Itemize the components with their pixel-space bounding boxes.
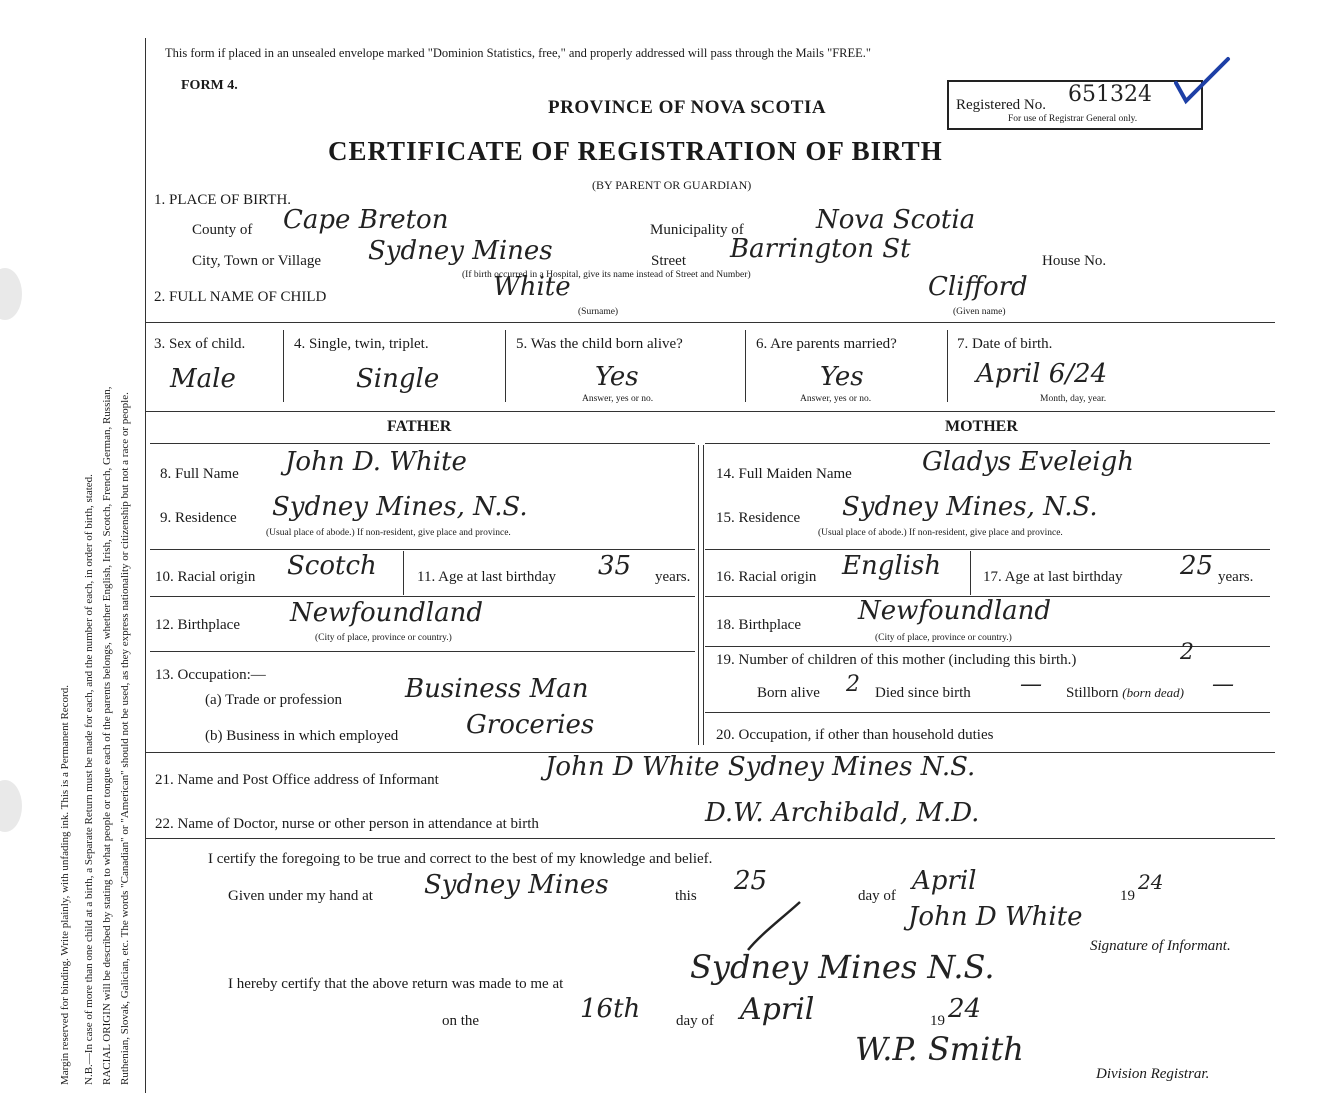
margin-rule [145,38,146,1093]
born-alive-count-label: Born alive [757,685,820,701]
father-business-value: Groceries [466,710,595,740]
rule-under-mother-heading [705,443,1270,444]
mother-racial-value: English [842,551,942,581]
margin-line-4: Ruthenian, Slovak, Galician, etc. The words "Canadian" or "American" should not be used, as they express nationality or citizenship but not a race or people. [119,392,131,1085]
mother-name-label: 14. Full Maiden Name [716,466,852,482]
informant-signature: John D White [908,902,1083,932]
given-place-value: Sydney Mines [424,870,609,900]
mother-children-label: 19. Number of children of this mother (including this birth.) [716,652,1077,668]
father-birthplace-label: 12. Birthplace [155,617,240,633]
father-residence-label: 9. Residence [160,510,237,526]
divider [947,330,948,402]
mother-birthplace-value: Newfoundland [858,596,1052,626]
registrar-statement: I hereby certify that the above return was made to me at [228,976,564,992]
on-the-label: on the [442,1013,480,1029]
registrar-place-value: Sydney Mines N.S. [690,948,995,986]
mother-name-value: Gladys Eveleigh [922,447,1134,477]
father-residence-value: Sydney Mines, N.S. [272,492,528,522]
registrar-day-value: 16th [580,994,641,1024]
binding-hole-bottom [0,780,22,832]
mother-racial-label: 16. Racial origin [716,569,817,585]
given-month-value: April [912,866,977,896]
form-number: FORM 4. [181,78,238,93]
mother-birthplace-label: 18. Birthplace [716,617,801,633]
rule-above-child-row [145,322,1275,323]
postal-note: This form if placed in an unsealed envelope marked "Dominion Statistics, free," and properly addressed will pass through the Mails "FREE." [165,46,872,60]
municipality-value: Nova Scotia [816,205,976,235]
given-day-value: 25 [734,866,768,896]
father-racial-value: Scotch [287,551,377,581]
rule [705,549,1270,550]
father-years-label: years. [655,569,691,585]
place-of-birth-heading: 1. PLACE OF BIRTH. [154,192,292,208]
mother-residence-value: Sydney Mines, N.S. [842,492,1098,522]
city-value: Sydney Mines [368,236,553,266]
stillborn-note: (born dead) [1122,685,1185,700]
father-birthplace-value: Newfoundland [290,598,484,628]
sex-value: Male [170,364,236,394]
registrar-day-of-label: day of [676,1013,714,1029]
street-label: Street [651,253,686,269]
margin-line-3: RACIAL ORIGIN will be described by stating to what people or tongue each of the parents belongs, whether English, Irish, Scotch, French, German, Russian, [101,386,113,1085]
died-label: Died since birth [875,685,971,701]
child-name-label: 2. FULL NAME OF CHILD [154,289,327,305]
certificate-title: CERTIFICATE OF REGISTRATION OF BIRTH [328,136,943,166]
registered-number: 651324 [1068,82,1152,107]
surname-caption: (Surname) [578,307,619,317]
day-of-label: day of [858,888,896,904]
signature-stroke [740,900,810,955]
street-value: Barrington St [730,234,911,264]
father-birthplace-caption: (City of place, province or country.) [315,633,452,643]
father-trade-label: (a) Trade or profession [205,692,343,708]
father-trade-value: Business Man [405,674,589,704]
father-business-label: (b) Business in which employed [205,728,399,744]
born-alive-value: Yes [595,362,639,392]
parents-married-caption: Answer, yes or no. [800,394,872,404]
given-year-value: 24 [1138,870,1164,894]
father-name-label: 8. Full Name [160,466,239,482]
father-age-value: 35 [598,551,632,581]
stillborn-label [1066,685,1184,702]
divider [970,551,971,595]
sex-label: 3. Sex of child. [154,336,246,352]
born-alive-count-value: 2 [846,672,860,697]
margin-line-2: N.B.—In case of more than one child at a birth, a Separate Return must be made for each, and the number of each, in order of birth, stated. [83,474,95,1085]
mother-age-value: 25 [1180,551,1214,581]
stillborn-word: Stillborn [1066,685,1119,701]
child-surname: White [493,272,571,302]
mother-occupation-label: 20. Occupation, if other than household duties [716,727,994,743]
father-residence-caption: (Usual place of abode.) If non-resident, give place and province. [266,528,511,538]
date-of-birth-caption: Month, day, year. [1040,394,1107,404]
certificate-subtitle: (BY PARENT OR GUARDIAN) [592,178,752,192]
father-heading: FATHER [387,418,452,435]
father-racial-label: 10. Racial origin [155,569,256,585]
father-age-label: 11. Age at last birthday [417,569,556,585]
mother-age-label: 17. Age at last birthday [983,569,1123,585]
mother-heading: MOTHER [945,418,1018,435]
born-alive-label: 5. Was the child born alive? [516,336,683,352]
parents-center-divider-2 [703,445,704,745]
date-of-birth-value: April 6/24 [976,359,1108,389]
plurality-label: 4. Single, twin, triplet. [294,336,429,352]
rule [705,712,1270,713]
mother-birthplace-caption: (City of place, province or country.) [875,633,1012,643]
registrar-month-value: April [740,992,815,1027]
province-title: PROVINCE OF NOVA SCOTIA [548,97,827,118]
margin-line-1: Margin reserved for binding. Write plainly, with unfading ink. This is a Permanent Record. [59,685,71,1085]
mother-residence-caption: (Usual place of abode.) If non-resident, give place and province. [818,528,1063,538]
mother-children-value: 2 [1180,640,1194,665]
father-name-value: John D. White [285,447,467,477]
checkmark-icon [1172,55,1232,110]
registrar-signature-caption: Division Registrar. [1096,1066,1210,1082]
parents-married-label: 6. Are parents married? [756,336,897,352]
born-alive-caption: Answer, yes or no. [582,394,654,404]
registrar-year-value: 24 [948,994,982,1024]
county-label: County of [192,222,253,238]
rule-above-parents [145,411,1275,412]
informant-signature-caption: Signature of Informant. [1090,938,1231,954]
certify-statement: I certify the foregoing to be true and correct to the best of my knowledge and belief. [208,851,713,867]
parents-married-value: Yes [820,362,864,392]
date-of-birth-label: 7. Date of birth. [957,336,1053,352]
doctor-value: D.W. Archibald, M.D. [705,798,980,828]
registrar-signature: W.P. Smith [855,1030,1024,1068]
house-number-label: House No. [1042,253,1107,269]
rule [150,549,695,550]
city-label: City, Town or Village [192,253,322,269]
given-under-hand-label: Given under my hand at [228,888,373,904]
divider [283,330,284,402]
parents-center-divider [698,445,699,745]
registered-label: Registered No. [956,97,1046,113]
informant-value: John D White Sydney Mines N.S. [545,752,976,782]
informant-label: 21. Name and Post Office address of Informant [155,772,439,788]
registrar-general-note: For use of Registrar General only. [1008,114,1138,124]
rule-under-father-heading [150,443,695,444]
doctor-label: 22. Name of Doctor, nurse or other person in attendance at birth [155,816,539,832]
mother-years-label: years. [1218,569,1254,585]
year-prefix: 19 [1120,888,1135,904]
rule-above-certification [145,838,1275,839]
divider [505,330,506,402]
divider [745,330,746,402]
plurality-value: Single [356,364,440,394]
rule [150,596,695,597]
county-value: Cape Breton [283,205,449,235]
child-given-name: Clifford [928,272,1028,302]
hospital-note: (If birth occurred in a Hospital, give its name instead of Street and Number) [462,270,751,280]
mother-residence-label: 15. Residence [716,510,801,526]
binding-hole-top [0,268,22,320]
father-occupation-label: 13. Occupation:— [155,667,266,683]
this-label: this [675,888,697,904]
divider [403,551,404,595]
died-value: — [1020,672,1042,697]
rule [150,651,695,652]
registrar-year-prefix: 19 [930,1013,945,1029]
municipality-label: Municipality of [650,222,744,238]
given-name-caption: (Given name) [953,307,1006,317]
stillborn-value: — [1212,672,1234,697]
